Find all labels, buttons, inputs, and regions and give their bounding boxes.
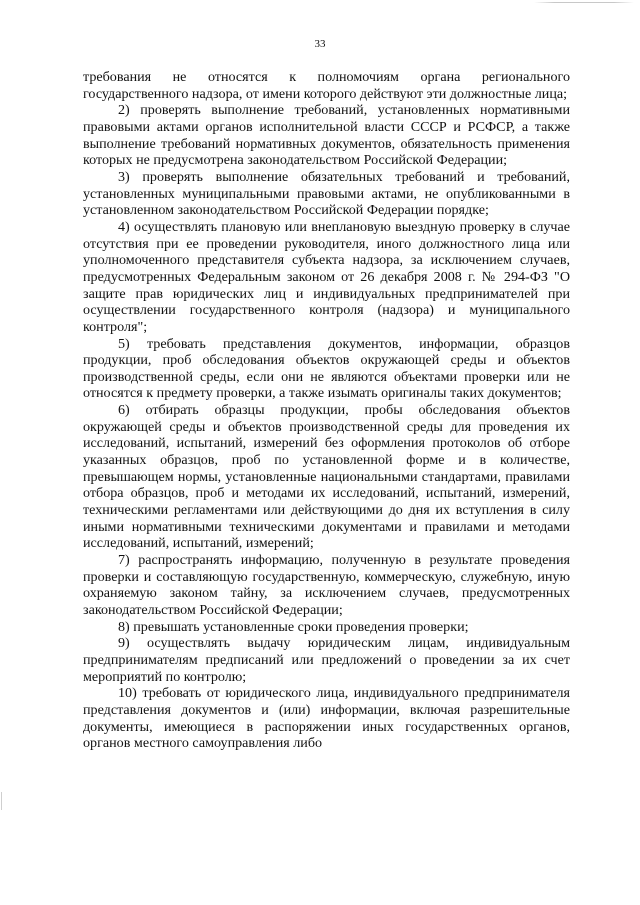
paragraph-item-6: 6) отбирать образцы продукции, пробы обследования объектов окружающей среды и объектов производственной среды для проведения их исследований, испытаний, измерений без оформления протоколов об отборе указанных образцов, проб по установленной форме и в количестве, превышающем нормы, установленные национальными стандартами, правилами отбора образцов, проб и методами их исследований, испытаний, измерений, техническими регламентами или действующими до дня их вступления в силу иными нормативными техническими документами и правилами и методами исследований, испытаний, измерений;	[83, 402, 570, 552]
paragraph-item-9: 9) осуществлять выдачу юридическим лицам, индивидуальным предпринимателям предписаний или предложений о проведении за их счет мероприятий по контролю;	[83, 635, 570, 685]
paragraph-item-4: 4) осуществлять плановую или внеплановую выездную проверку в случае отсутствия при ее проведении руководителя, иного должностного лица или уполномоченного представителя субъекта надзора, за исключением случаев, предусмотренных Федеральным законом от 26 декабря 2008 г. № 294-ФЗ "О защите прав юридических лиц и индивидуальных предпринимателей при осуществлении государственного контроля (надзора) и муниципального контроля";	[83, 218, 570, 335]
scan-edge-mark-left	[1, 792, 2, 810]
paragraph-item-3: 3) проверять выполнение обязательных требований и требований, установленных муниципальными правовыми актами, не опубликованными в установленном законодательством Российской Федерации порядке;	[83, 168, 570, 219]
scan-edge-mark	[534, 2, 634, 3]
paragraph-item-7: 7) распространять информацию, полученную в результате проведения проверки и составляющую государственную, коммерческую, служебную, иную охраняемую законом тайну, за исключением случаев, предусмотренных законодательством Российской Федерации;	[83, 552, 570, 618]
paragraph-item-2: 2) проверять выполнение требований, установленных нормативными правовыми актами органов исполнительной власти СССР и РСФСР, а также выполнение требований нормативных документов, обязательность применения которых не предусмотрена законодательством Российской Федерации;	[83, 102, 570, 169]
page-number: 33	[314, 38, 326, 50]
paragraph-item-5: 5) требовать представления документов, информации, образцов продукции, проб обследования объектов окружающей среды и объектов производственной среды, если они не являются объектами проверки или не относятся к предмету проверки, а также изымать оригиналы таких документов;	[83, 335, 570, 402]
paragraph-continuation: требования не относятся к полномочиям органа регионального государственного надзора, от имени которого действуют эти должностные лица;	[83, 69, 570, 102]
paragraph-item-10: 10) требовать от юридического лица, индивидуального предпринимателя представления документов и (или) информации, включая разрешительные документы, имеющиеся в распоряжении иных государственных органов, органов местного самоуправления либо	[83, 685, 570, 752]
body-text	[83, 69, 570, 752]
paragraph-item-8: 8) превышать установленные сроки проведения проверки;	[118, 618, 469, 635]
